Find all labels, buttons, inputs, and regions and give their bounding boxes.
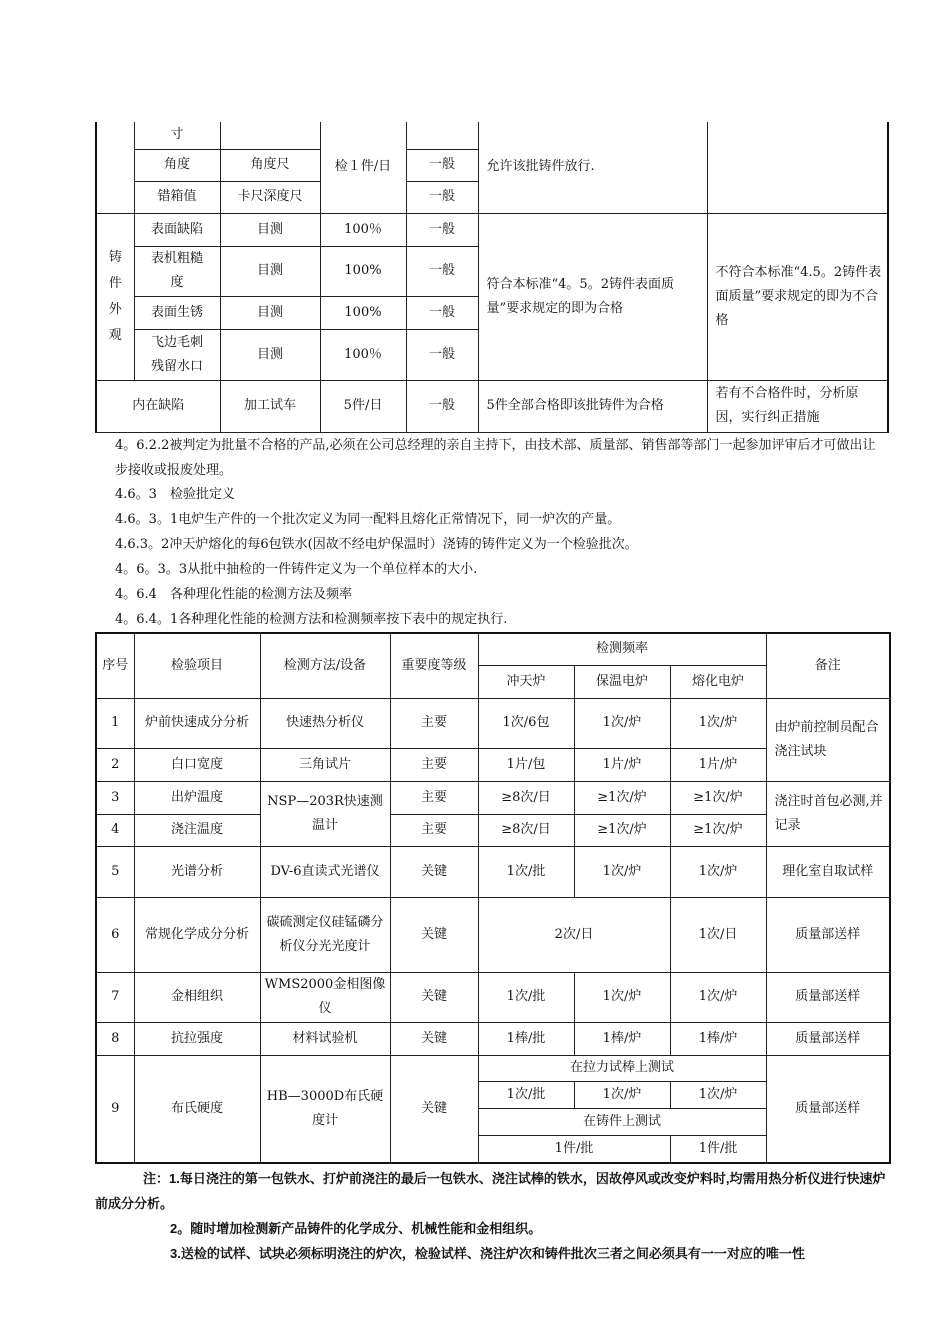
- row-melting: 1次/日: [670, 897, 766, 972]
- row-holding: ≥1次/炉: [574, 781, 670, 814]
- level-general: 一般: [406, 181, 478, 213]
- header-item: 检验项目: [134, 633, 260, 698]
- row-melting: 1次/炉: [670, 846, 766, 897]
- row-remark: 理化室自取试样: [766, 846, 890, 897]
- flash-burr-item: [134, 329, 220, 380]
- row-cupola: 1次/批: [478, 1081, 574, 1108]
- physchem-test-table: [95, 632, 891, 1164]
- row-seq: 5: [96, 846, 134, 897]
- row-cupola: 1次/批: [478, 846, 574, 897]
- row-seq: 1: [96, 698, 134, 748]
- row-method: NSP—203R快速测温计: [260, 781, 390, 846]
- header-importance: 重要度等级: [390, 633, 478, 698]
- row-cupola-holding: 1件/批: [478, 1135, 670, 1163]
- row-method: 碳硫测定仪硅锰磷分析仪分光光度计: [260, 897, 390, 972]
- row-importance: 关键: [390, 897, 478, 972]
- note-1: 注：1.每日浇注的第一包铁水、打炉前浇注的最后一包铁水、浇注试棒的铁水，因故停风或改变炉料时,均需用热分析仪进行快速炉前成分分析。: [95, 1171, 886, 1211]
- dim-item: 寸: [134, 122, 220, 149]
- note-2: 2。随时增加检测新产品铸件的化学成分、机械性能和金相组织。: [170, 1221, 542, 1236]
- row-importance: 关键: [390, 972, 478, 1022]
- paragraph-4-6-3-3: 4。6。3。3从批中抽检的一件铸件定义为一个单位样本的大小.: [115, 562, 478, 577]
- row-subheader-casting: 在铸件上测试: [478, 1108, 766, 1135]
- visual-method: 目测: [220, 296, 320, 329]
- row-item: 金相组织: [134, 972, 260, 1022]
- inspection-table: [95, 122, 889, 433]
- angle-item: 角度: [134, 149, 220, 181]
- item-line: 飞边毛刺: [150, 334, 203, 350]
- row-item: 炉前快速成分分析: [134, 698, 260, 748]
- row-item: 浇注温度: [134, 814, 260, 846]
- row-melting: ≥1次/炉: [670, 781, 766, 814]
- item-line: 表机粗糙: [150, 251, 203, 266]
- group-char: 铸: [108, 249, 122, 265]
- fail-rule-internal: 若有不合格件时，分析原因，实行纠正措施: [707, 380, 888, 432]
- row-item: 白口宽度: [134, 748, 260, 781]
- group-char: 观: [108, 327, 122, 343]
- row-holding: 1棒/炉: [574, 1022, 670, 1055]
- blank-cell: [220, 122, 320, 149]
- paragraph-4-6-4-1: 4。6.4。1各种理化性能的检测方法和检测频率按下表中的规定执行.: [115, 612, 508, 627]
- row-seq: 9: [96, 1055, 134, 1163]
- pass-rule-appearance: 符合本标准“4。5。2铸件表面质量”要求规定的即为合格: [478, 213, 707, 380]
- row-holding: 1次/炉: [574, 1081, 670, 1108]
- row-item: 布氏硬度: [134, 1055, 260, 1163]
- row-method: WMS2000金相图像仪: [260, 972, 390, 1022]
- row-method: HB—3000D布氏硬度计: [260, 1055, 390, 1163]
- row-remark: 由炉前控制员配合浇注试块: [766, 698, 890, 781]
- row-item: 常规化学成分分析: [134, 897, 260, 972]
- header-holding-furnace: 保温电炉: [574, 665, 670, 698]
- row-seq: 4: [96, 814, 134, 846]
- heading-4-6-4: 4。6.4 各种理化性能的检测方法及频率: [115, 587, 352, 602]
- sample-rate: 100％: [320, 213, 406, 246]
- row-importance: 关键: [390, 1022, 478, 1055]
- row-importance: 主要: [390, 781, 478, 814]
- row-importance: 主要: [390, 814, 478, 846]
- header-remark: 备注: [766, 633, 890, 698]
- row-seq: 6: [96, 897, 134, 972]
- row-melting: 1棒/炉: [670, 1022, 766, 1055]
- row-method: 材料试验机: [260, 1022, 390, 1055]
- row-item: 光谱分析: [134, 846, 260, 897]
- row-melting: 1片/炉: [670, 748, 766, 781]
- row-importance: 主要: [390, 748, 478, 781]
- paragraph-4-6-3-2: 4.6.3。2冲天炉熔化的每6包铁水(因故不经电炉保温时）浇铸的铸件定义为一个检验批次。: [115, 537, 638, 552]
- row-melting: ≥1次/炉: [670, 814, 766, 846]
- surface-rust-item: 表面生锈: [134, 296, 220, 329]
- sample-rate: 100％: [320, 329, 406, 380]
- surface-defect-item: 表面缺陷: [134, 213, 220, 246]
- row-cupola: ≥8次/日: [478, 814, 574, 846]
- row-method: 快速热分析仪: [260, 698, 390, 748]
- row-method: 三角试片: [260, 748, 390, 781]
- row-cupola: ≥8次/日: [478, 781, 574, 814]
- row-item: 抗拉强度: [134, 1022, 260, 1055]
- item-line: 残留水口: [150, 358, 203, 374]
- paragraph-4-6-2-2: 4。6.2.2被判定为批量不合格的产品,必须在公司总经理的亲自主持下，由技术部、质量部、销售部等部门一起参加评审后才可做出让步接收或报废处理。: [115, 438, 876, 478]
- row-remark: 质量部送样: [766, 897, 890, 972]
- header-seq: 序号: [96, 633, 134, 698]
- misalign-item: 错箱值: [134, 181, 220, 213]
- level-general: 一般: [406, 296, 478, 329]
- row-seq: 2: [96, 748, 134, 781]
- row-method: DV-6直读式光谱仪: [260, 846, 390, 897]
- row-holding: 1次/炉: [574, 698, 670, 748]
- group-char: 外: [108, 301, 122, 317]
- row-melting: 1件/批: [670, 1135, 766, 1163]
- row-cupola: 1棒/批: [478, 1022, 574, 1055]
- note-3: 3.送检的试样、试块必须标明浇注的炉次，检验试样、浇注炉次和铸件批次三者之间必须具有一一对应的唯一性: [170, 1246, 805, 1261]
- angle-tool: 角度尺: [220, 149, 320, 181]
- sample-rate-cell: 检１件/日: [320, 122, 406, 213]
- row-melting: 1次/炉: [670, 1081, 766, 1108]
- appearance-group-label: [96, 213, 134, 380]
- misalign-tool: 卡尺深度尺: [220, 181, 320, 213]
- visual-method: 目测: [220, 213, 320, 246]
- internal-defect-item: 内在缺陷: [96, 380, 220, 432]
- row-remark: 质量部送样: [766, 972, 890, 1022]
- row-holding: 1次/炉: [574, 972, 670, 1022]
- sample-rate: 5件/日: [320, 380, 406, 432]
- blank-cell: [707, 122, 888, 213]
- sample-rate: 100%: [320, 296, 406, 329]
- heading-4-6-3: 4.6。3 检验批定义: [115, 487, 235, 502]
- surface-rough-item: [134, 246, 220, 296]
- row-cupola: 1次/6包: [478, 698, 574, 748]
- row-seq: 7: [96, 972, 134, 1022]
- group-char: 件: [108, 275, 122, 291]
- blank-cell: [406, 122, 478, 149]
- row-cupola: 1次/批: [478, 972, 574, 1022]
- row-remark: 浇注时首包必测,并记录: [766, 781, 890, 846]
- paragraph-4-6-3-1: 4.6。3。1电炉生产件的一个批次定义为同一配料且熔化正常情况下，同一炉次的产量。: [115, 512, 621, 527]
- row-holding: 1片/炉: [574, 748, 670, 781]
- level-general: 一般: [406, 149, 478, 181]
- header-cupola: 冲天炉: [478, 665, 574, 698]
- row-melting: 1次/炉: [670, 972, 766, 1022]
- sample-rate: 100%: [320, 246, 406, 296]
- row-holding: ≥1次/炉: [574, 814, 670, 846]
- row-remark: 质量部送样: [766, 1022, 890, 1055]
- pass-rule-internal: 5件全部合格即该批铸件为合格: [478, 380, 707, 432]
- visual-method: 目测: [220, 329, 320, 380]
- header-frequency: 检测频率: [478, 633, 766, 665]
- blank-group-cell: [96, 122, 134, 213]
- level-general: 一般: [406, 213, 478, 246]
- machining-test-method: 加工试车: [220, 380, 320, 432]
- level-general: 一般: [406, 246, 478, 296]
- item-line: 度: [170, 275, 184, 290]
- row-holding: 1次/炉: [574, 846, 670, 897]
- header-melting-furnace: 熔化电炉: [670, 665, 766, 698]
- row-seq: 3: [96, 781, 134, 814]
- row-importance: 关键: [390, 846, 478, 897]
- row-cupola: 1片/包: [478, 748, 574, 781]
- level-general: 一般: [406, 380, 478, 432]
- row-remark: 质量部送样: [766, 1055, 890, 1163]
- row-cupola-holding: 2次/日: [478, 897, 670, 972]
- row-subheader-tensile-bar: 在拉力试棒上测试: [478, 1055, 766, 1081]
- row-item: 出炉温度: [134, 781, 260, 814]
- row-importance: 主要: [390, 698, 478, 748]
- row-importance: 关键: [390, 1055, 478, 1163]
- pass-rule-cell: 允许该批铸件放行.: [478, 122, 707, 213]
- level-general: 一般: [406, 329, 478, 380]
- header-method: 检测方法/设备: [260, 633, 390, 698]
- row-seq: 8: [96, 1022, 134, 1055]
- fail-rule-appearance: 不符合本标准“4.5。2铸件表面质量”要求规定的即为不合格: [707, 213, 888, 380]
- visual-method: 目测: [220, 246, 320, 296]
- row-melting: 1次/炉: [670, 698, 766, 748]
